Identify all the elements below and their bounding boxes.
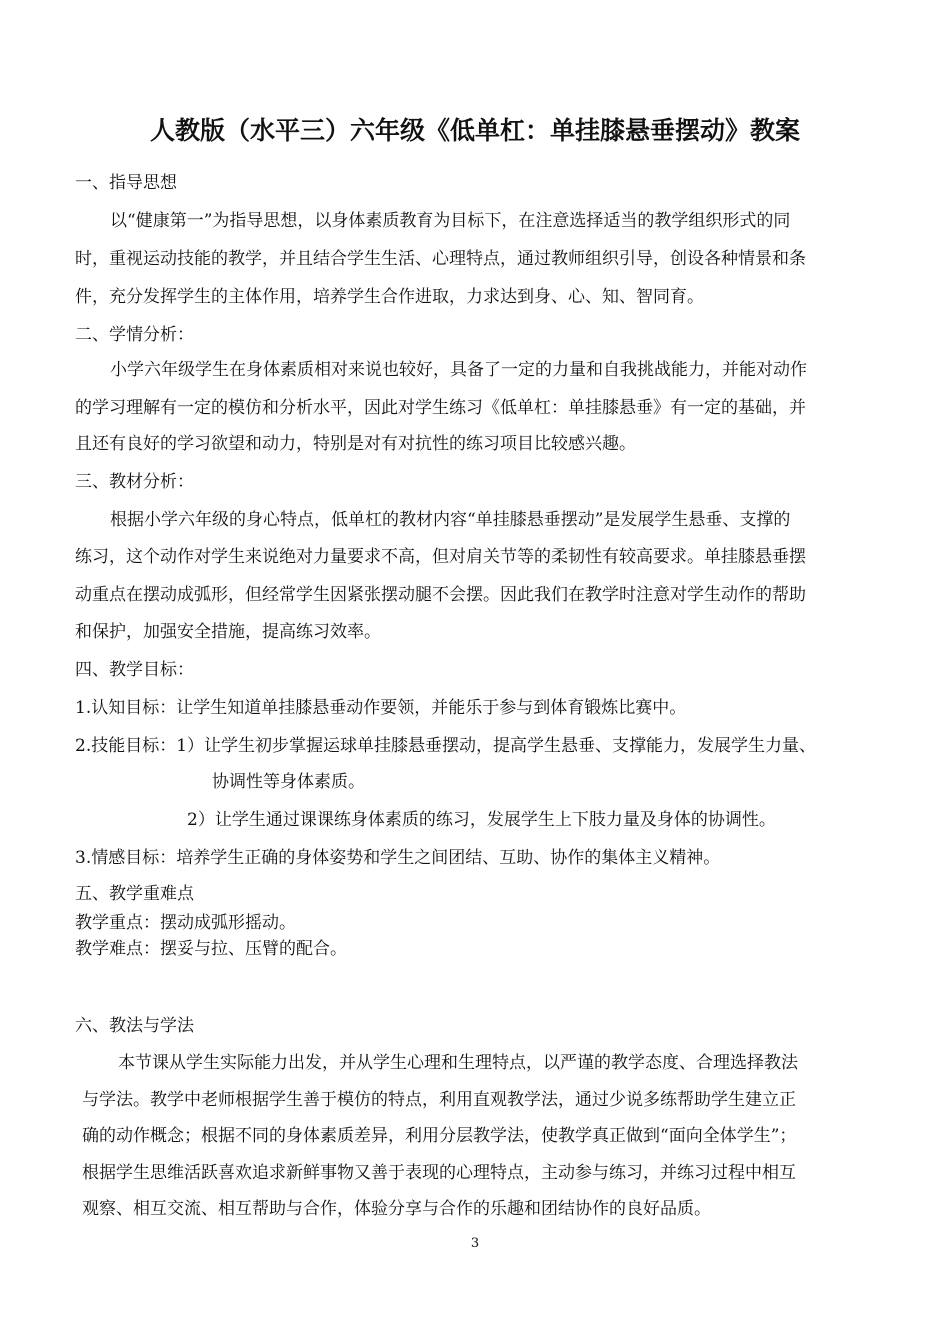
- paragraph-line: 件，充分发挥学生的主体作用，培养学生合作进取，力求达到身、心、知、智同育。: [75, 287, 704, 307]
- paragraph-line: 以“健康第一”为指导思想，以身体素质教育为目标下，在注意选择适当的教学组织形式的同: [110, 211, 791, 231]
- paragraph-line: 和保护，加强安全措施，提高练习效率。: [75, 622, 381, 642]
- paragraph-line: 的学习理解有一定的模仿和分析水平，因此对学生练习《低单杠：单挂膝悬垂》有一定的基础，并: [75, 398, 806, 418]
- paragraph-line: 动重点在摆动成弧形，但经常学生因紧张摆动腿不会摆。因此我们在教学时注意对学生动作的帮助: [75, 585, 806, 605]
- paragraph-line: 小学六年级学生在身体素质相对来说也较好，具备了一定的力量和自我挑战能力，并能对动作: [110, 360, 807, 380]
- goal-skill-1-continued: 协调性等身体素质。: [212, 772, 365, 792]
- paragraph-line: 根据学生思维活跃喜欢追求新鲜事物又善于表现的心理特点，主动参与练习，并练习过程中相互: [82, 1163, 796, 1183]
- section-heading-student-analysis: 二、学情分析：: [75, 325, 194, 345]
- paragraph-line: 根据小学六年级的身心特点，低单杠的教材内容“单挂膝悬垂摆动”是发展学生悬垂、支撑的: [110, 510, 791, 530]
- paragraph-line: 与学法。教学中老师根据学生善于模仿的特点，利用直观教学法，通过少说多练帮助学生建立正: [82, 1090, 796, 1110]
- document-title: 人教版（水平三）六年级《低单杠：单挂膝悬垂摆动》教案: [149, 116, 800, 145]
- section-heading-guiding-ideology: 一、指导思想: [75, 173, 177, 193]
- teaching-difficulty: 教学难点：摆妥与拉、压臂的配合。: [75, 939, 347, 959]
- paragraph-line: 本节课从学生实际能力出发，并从学生心理和生理特点，以严谨的教学态度、合理选择教法: [118, 1053, 798, 1073]
- goal-skill-1: 2.技能目标：1）让学生初步掌握运球单挂膝悬垂摆动，提高学生悬垂、支撑能力，发展学生力量、: [75, 736, 817, 756]
- section-heading-material-analysis: 三、教材分析：: [75, 472, 194, 492]
- section-heading-key-points: 五、教学重难点: [75, 884, 194, 904]
- goal-affective: 3.情感目标：培养学生正确的身体姿势和学生之间团结、互助、协作的集体主义精神。: [75, 848, 721, 868]
- paragraph-line: 练习，这个动作对学生来说绝对力量要求不高，但对肩关节等的柔韧性有较高要求。单挂膝悬垂摆: [75, 547, 806, 567]
- teaching-key-point: 教学重点：摆动成弧形摇动。: [75, 913, 296, 933]
- paragraph-line: 观察、相互交流、相互帮助与合作，体验分享与合作的乐趣和团结协作的良好品质。: [82, 1199, 711, 1219]
- paragraph-line: 且还有良好的学习欲望和动力，特别是对有对抗性的练习项目比较感兴趣。: [75, 434, 636, 454]
- goal-skill-2: 2）让学生通过课课练身体素质的练习，发展学生上下肢力量及身体的协调性。: [187, 810, 776, 830]
- paragraph-line: 时，重视运动技能的教学，并且结合学生生活、心理特点，通过教师组织引导，创设各种情景和条: [75, 249, 806, 269]
- paragraph-line: 确的动作概念；根据不同的身体素质差异，利用分层教学法，使教学真正做到“面向全体学生”；: [82, 1126, 797, 1146]
- goal-cognitive: 1.认知目标：让学生知道单挂膝悬垂动作要领，并能乐于参与到体育锻炼比赛中。: [75, 698, 687, 718]
- section-heading-methods: 六、教法与学法: [75, 1016, 194, 1036]
- section-heading-teaching-goals: 四、教学目标：: [75, 660, 194, 680]
- page-number: 3: [470, 1236, 480, 1251]
